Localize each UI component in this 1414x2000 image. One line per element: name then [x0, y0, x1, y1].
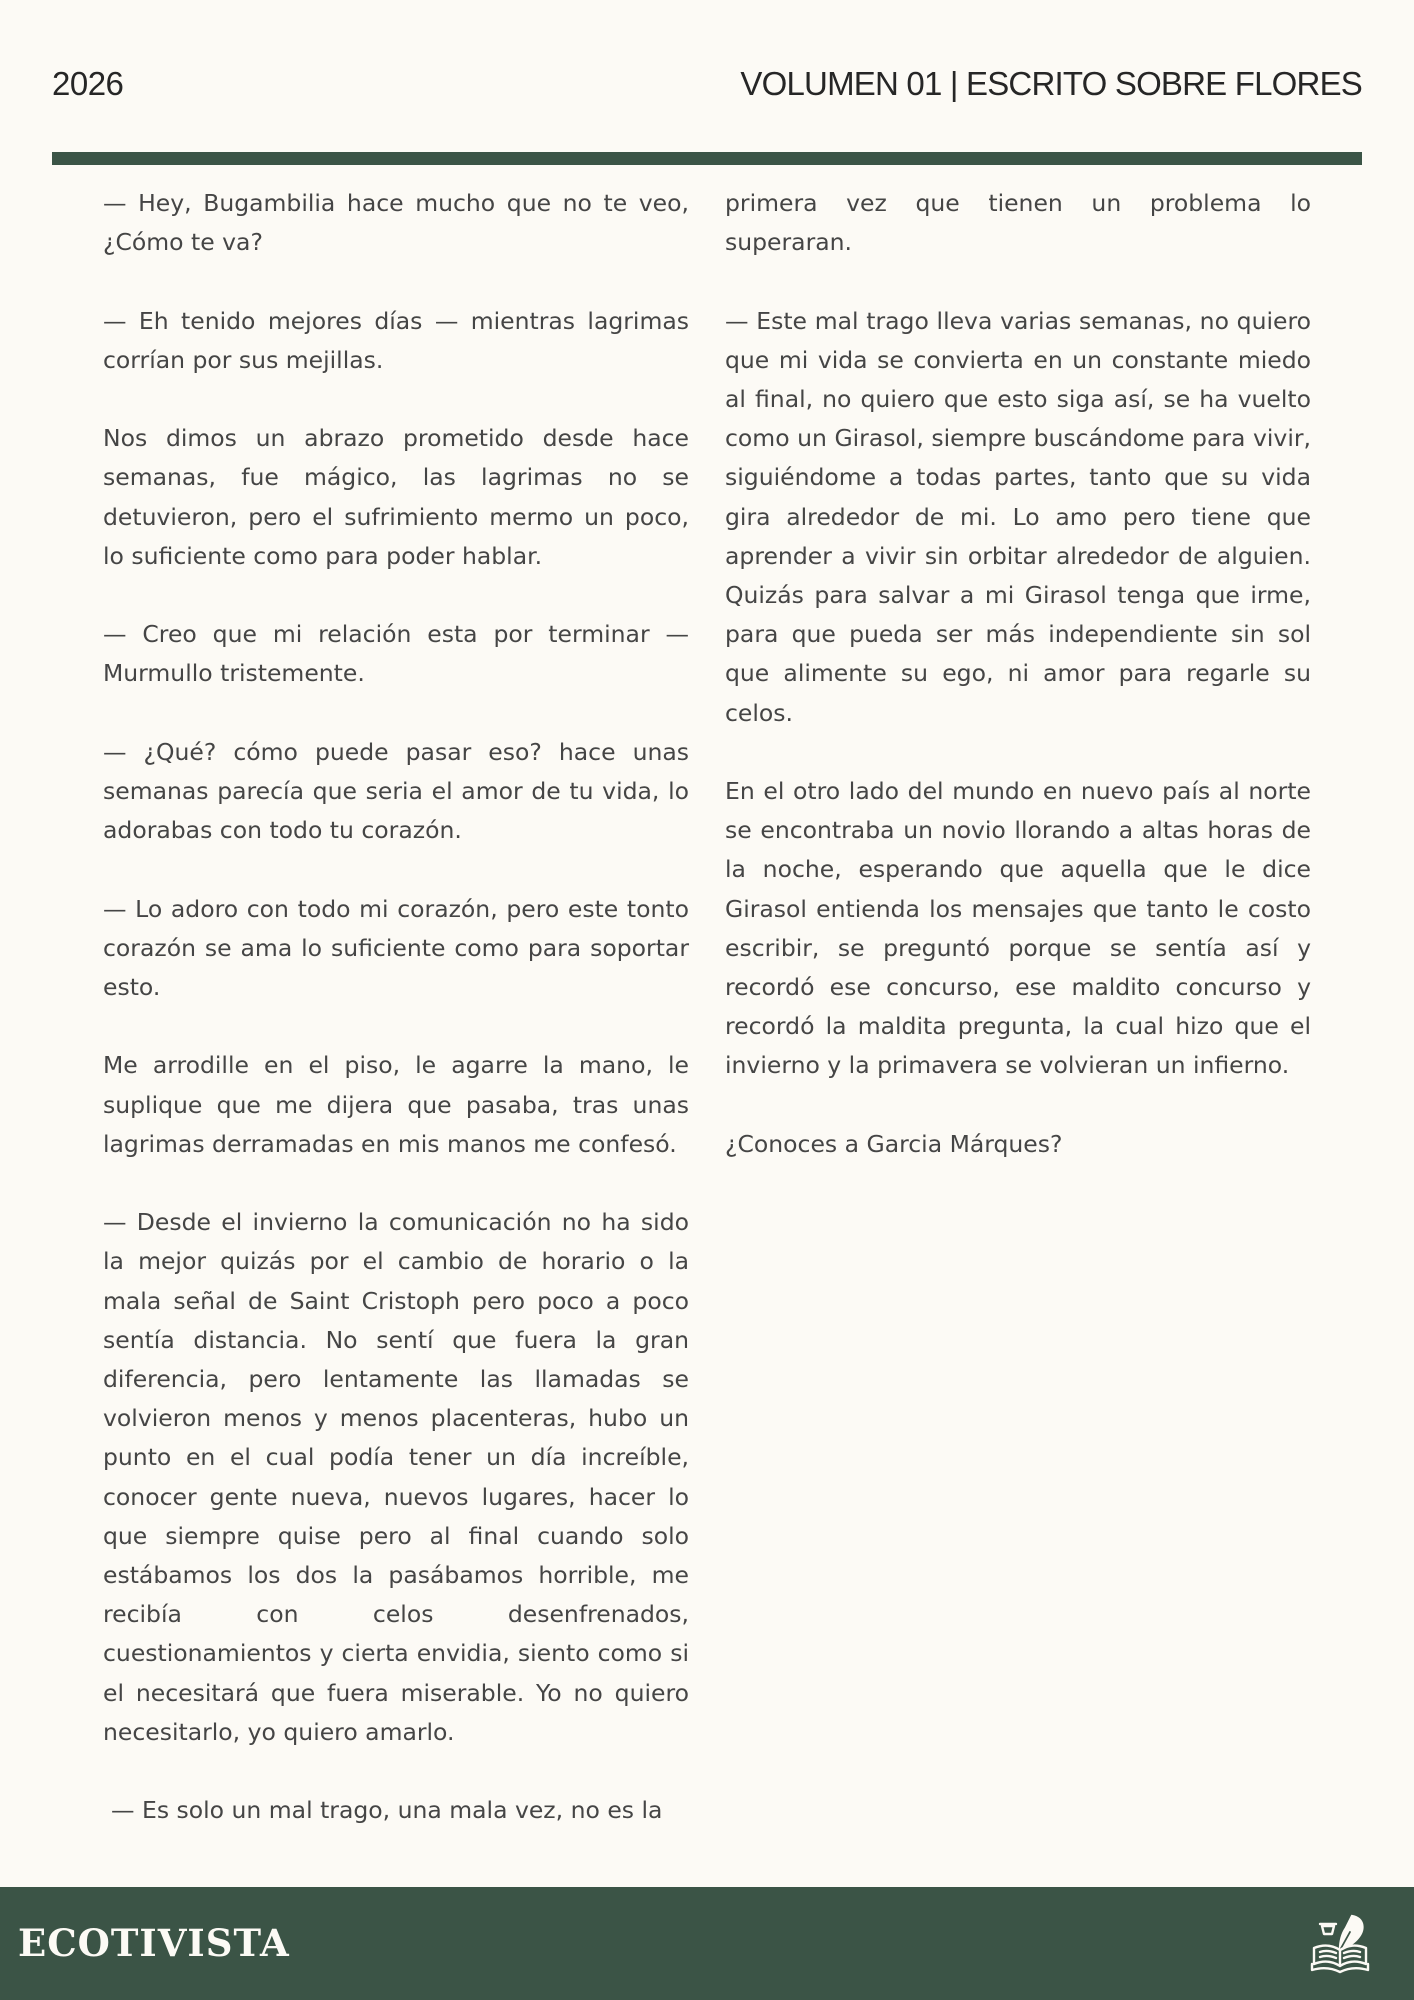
paragraph: primera vez que tienen un problema lo superaran.	[725, 189, 1311, 257]
right-text-column	[725, 184, 1311, 1203]
paragraph: — Hey, Bugambilia hace mucho que no te veo, ¿Cómo te va?	[103, 189, 689, 257]
book-quill-icon	[1310, 1912, 1370, 1974]
paragraph: — Este mal trago lleva varias semanas, no quiero que mi vida se convierta en un constante miedo al final, no quiero que esto siga así, se ha vuelto como un Girasol, siempre buscándome para vivir, siguiéndome a todas partes, tanto que su vida gira alrededor de mi. Lo amo pero tiene que aprender a vivir sin orbitar alrededor de alguien. Quizás para salvar a mi Girasol tenga que irme, para que pueda ser más independiente sin sol que alimente su ego, ni amor para regarle su celos.	[725, 306, 1311, 727]
page-footer	[0, 1887, 1414, 2000]
left-text-column	[103, 184, 689, 1870]
paragraph: — Creo que mi relación esta por terminar — Murmullo tristemente.	[103, 620, 689, 688]
paragraph: — Desde el invierno la comunicación no ha sido la mejor quizás por el cambio de horario o la mala señal de Saint Cristoph pero poco a poco sentía distancia. No sentí que fuera la gran diferencia, pero lentamente las llamadas se volvieron menos y menos placenteras, hubo un punto en el cual podía tener un día increíble, conocer gente nueva, nuevos lugares, hacer lo que siempre quise pero al final cuando solo estábamos los dos la pasábamos horrible, me recibía con celos desenfrenados, cuestionamientos y cierta envidia, siento como si el necesitará que fuera miserable. Yo no quiero necesitarlo, yo quiero amarlo.	[103, 1208, 689, 1746]
header-divider	[52, 152, 1362, 165]
paragraph: — Lo adoro con todo mi corazón, pero este tonto corazón se ama lo suficiente como para soportar esto.	[103, 894, 689, 1001]
header-year: 2026	[52, 65, 124, 102]
paragraph: ¿Conoces a Garcia Márques?	[725, 1129, 1063, 1158]
header-title: VOLUMEN 01 | ESCRITO SOBRE FLORES	[740, 65, 1362, 102]
paragraph: Me arrodille en el piso, le agarre la mano, le suplique que me dijera que pasaba, tras unas lagrimas derramadas en mis manos me confesó.	[103, 1051, 689, 1158]
paragraph: — ¿Qué? cómo puede pasar eso? hace unas semanas parecía que seria el amor de tu vida, lo adorabas con todo tu corazón.	[103, 737, 689, 845]
paragraph: En el otro lado del mundo en nuevo país al norte se encontraba un novio llorando a altas horas de la noche, esperando que aquella que le dice Girasol entienda los mensajes que tanto le costo escribir, se preguntó porque se sentía así y recordó ese concurso, ese maldito concurso y recordó la maldita pregunta, la cual hizo que el invierno y la primavera se volvieran un infierno.	[725, 777, 1311, 1080]
paragraph: Nos dimos un abrazo prometido desde hace semanas, fue mágico, las lagrimas no se detuvieron, pero el sufrimiento mermo un poco, lo suficiente como para poder hablar.	[103, 424, 689, 570]
paragraph: — Eh tenido mejores días — mientras lagrimas corrían por sus mejillas.	[103, 306, 689, 374]
footer-brand: ECOTIVISTA	[18, 1921, 290, 1965]
paragraph: — Es solo un mal trago, una mala vez, no es la	[111, 1796, 663, 1825]
